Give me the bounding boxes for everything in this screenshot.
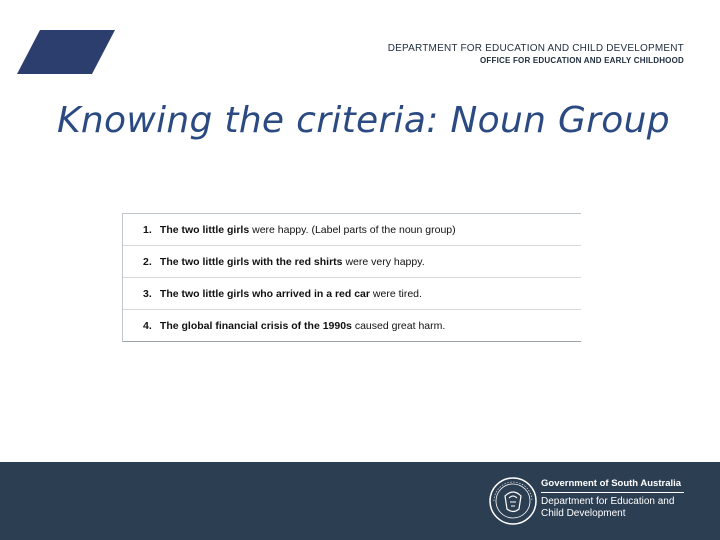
criteria-row	[123, 278, 581, 310]
noun-group: The two little girls	[159, 223, 250, 236]
government-name: Government of South Australia	[541, 478, 682, 489]
slide-title: Knowing the criteria: Noun Group	[57, 100, 670, 141]
sentence-rest: were very happy.	[342, 255, 425, 268]
footer-divider	[541, 492, 684, 493]
noun-group: The two little girls with the red shirts	[159, 255, 343, 268]
footer-department-line1: Department for Education and	[541, 496, 675, 507]
criteria-row	[123, 310, 581, 342]
header-accent-bar	[0, 30, 115, 74]
sentence-rest: caused great harm.	[351, 319, 446, 332]
sentence-rest: were tired.	[369, 287, 422, 300]
footer-department-line2: Child Development	[541, 508, 626, 519]
criteria-row	[123, 214, 581, 246]
criteria-row	[123, 246, 581, 278]
south-australia-crest-icon	[488, 476, 538, 526]
noun-group: The global financial crisis of the 1990s	[159, 319, 352, 332]
criteria-table	[122, 213, 581, 342]
noun-group: The two little girls who arrived in a red car	[159, 287, 370, 300]
row-number: 3.	[143, 287, 152, 300]
row-number: 2.	[143, 255, 152, 268]
department-name: DEPARTMENT FOR EDUCATION AND CHILD DEVELOPMENT	[387, 43, 684, 54]
sentence-rest: were happy. (Label parts of the noun group)	[249, 223, 456, 236]
row-number: 1.	[143, 223, 152, 236]
office-name: OFFICE FOR EDUCATION AND EARLY CHILDHOOD	[479, 56, 684, 65]
row-number: 4.	[143, 319, 152, 332]
